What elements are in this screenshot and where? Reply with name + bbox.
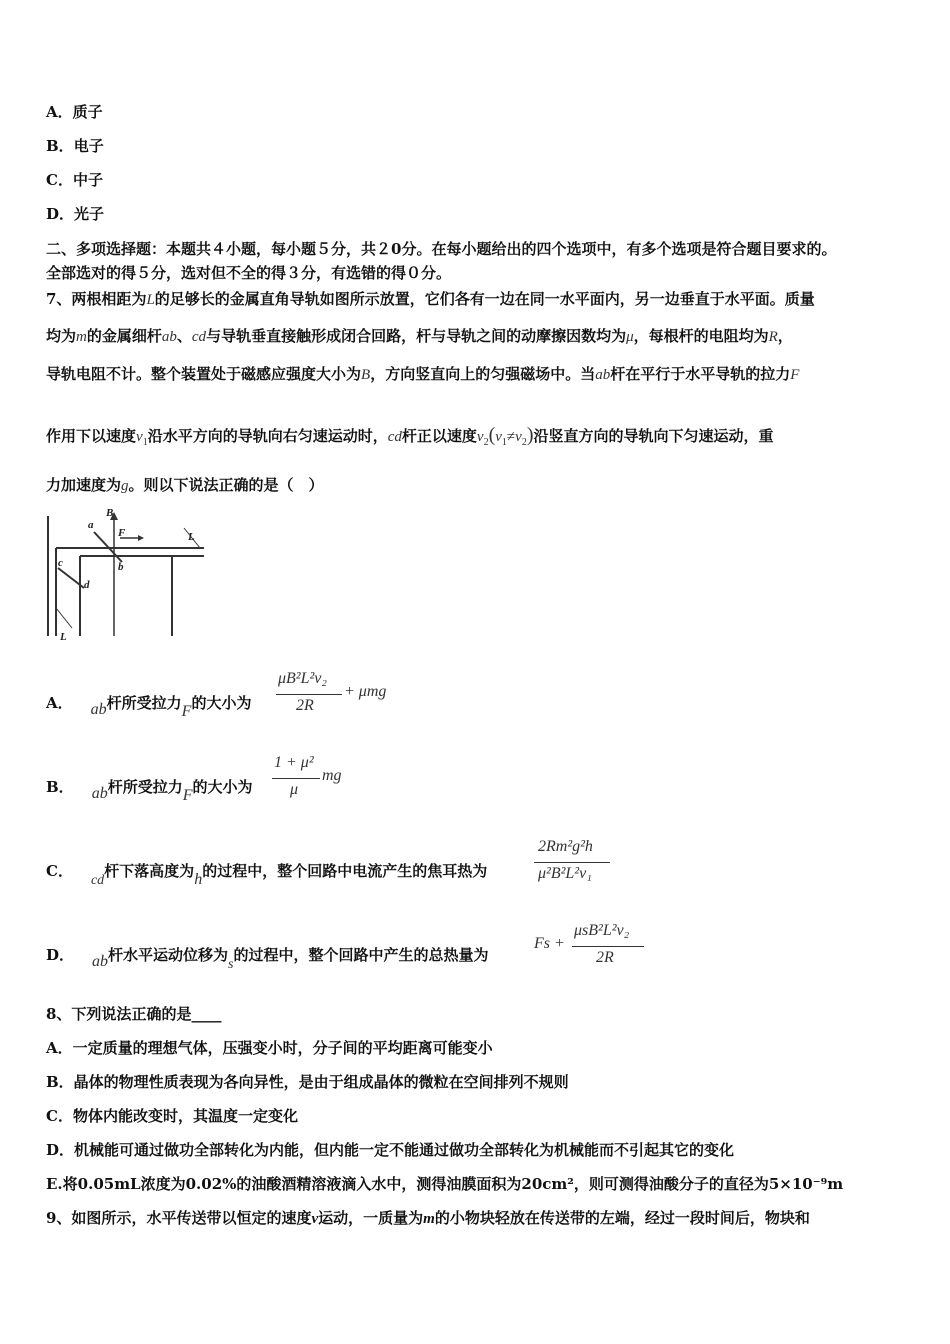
q8-option-a: A．一定质量的理想气体，压强变小时，分子间的平均距离可能变小 bbox=[46, 1039, 493, 1057]
section-heading-2: 全部选对的得５分，选对但不全的得３分，有选错的得０分。 bbox=[46, 264, 452, 282]
formula-b: 1 + μ² μ mg bbox=[274, 754, 342, 798]
option-b: B．电子 bbox=[46, 137, 104, 155]
q7-line-3: 导轨电阻不计。整个装置处于磁感应强度大小为B，方向竖直向上的匀强磁场中。当ab杆在平行于水平导轨的拉力F bbox=[46, 365, 800, 383]
label-F: F bbox=[118, 527, 126, 539]
q9-stem: 9、如图所示，水平传送带以恒定的速度v运动，一质量为m的小物块轻放在传送带的左端，经过一段时间后，物块和 bbox=[46, 1209, 810, 1227]
option-c: C．中子 bbox=[46, 171, 103, 189]
q7-line-2: 均为m的金属细杆ab、cd与导轨垂直接触形成闭合回路，杆与导轨之间的动摩擦因数均为μ，每根杆的电阻均为R， bbox=[46, 327, 793, 345]
q7-option-c: C．cd杆下落高度为h的过程中，整个回路中电流产生的焦耳热为 bbox=[46, 862, 488, 888]
option-a: A．质子 bbox=[46, 103, 103, 121]
q8-option-d: D．机械能可通过做功全部转化为内能，但内能一定不能通过做功全部转化为机械能而不引起其它的变化 bbox=[46, 1141, 735, 1159]
q7-option-a: A． ab杆所受拉力F的大小为 bbox=[46, 694, 252, 720]
label-c: c bbox=[58, 557, 63, 569]
q7-line-4: 作用下以速度$v_1$沿水平方向的导轨向右匀速运动时，cd杆正以速度$v_2(v_1\ne v_2)$沿竖直方向的导轨向下匀速运动，重 bbox=[46, 424, 774, 448]
force-arrow-head bbox=[138, 535, 144, 541]
q7-line-5: 力加速度为g。则以下说法正确的是（ ） bbox=[46, 476, 324, 494]
formula-d: Fs + μsB²L²v₂ 2R bbox=[534, 922, 654, 976]
q7-option-b: B． ab杆所受拉力F的大小为 bbox=[46, 778, 253, 804]
label-B: B bbox=[106, 508, 114, 519]
dim-L-bottom bbox=[56, 608, 72, 628]
q8-option-b: B．晶体的物理性质表现为各向异性，是由于组成晶体的微粒在空间排列不规则 bbox=[46, 1073, 569, 1091]
label-L-top: L bbox=[188, 531, 195, 543]
q7-option-d: D． ab杆水平运动位移为s的过程中，整个回路中产生的总热量为 bbox=[46, 946, 489, 972]
rail-figure bbox=[44, 508, 214, 648]
section-heading: 二、多项选择题：本题共４小题，每小题５分，共２0分。在每小题给出的四个选项中，有多个选项是符合题目要求的。 bbox=[46, 240, 837, 258]
label-b: b bbox=[118, 561, 124, 573]
q8-option-c: C．物体内能改变时，其温度一定变化 bbox=[46, 1107, 298, 1125]
label-L-bottom: L bbox=[60, 631, 67, 643]
option-d: D．光子 bbox=[46, 205, 105, 223]
q7-line-1: 7、两根相距为L的足够长的金属直角导轨如图所示放置，它们各有一边在同一水平面内，另一边垂直于水平面。质量 bbox=[46, 290, 815, 308]
formula-a: μB²L²v₂ 2R + μmg bbox=[278, 670, 387, 714]
formula-c: 2Rm²g²h μ²B²L²v₁ bbox=[534, 838, 620, 892]
q8-option-e: E.将0.05mL浓度为0.02%的油酸酒精溶液滴入水中，测得油膜面积为20cm²，则可测得油酸分子的直径为5×10⁻⁹m bbox=[46, 1175, 844, 1193]
label-a: a bbox=[88, 519, 94, 531]
q8-stem: 8、下列说法正确的是____ bbox=[46, 1005, 222, 1023]
label-d: d bbox=[84, 579, 90, 591]
